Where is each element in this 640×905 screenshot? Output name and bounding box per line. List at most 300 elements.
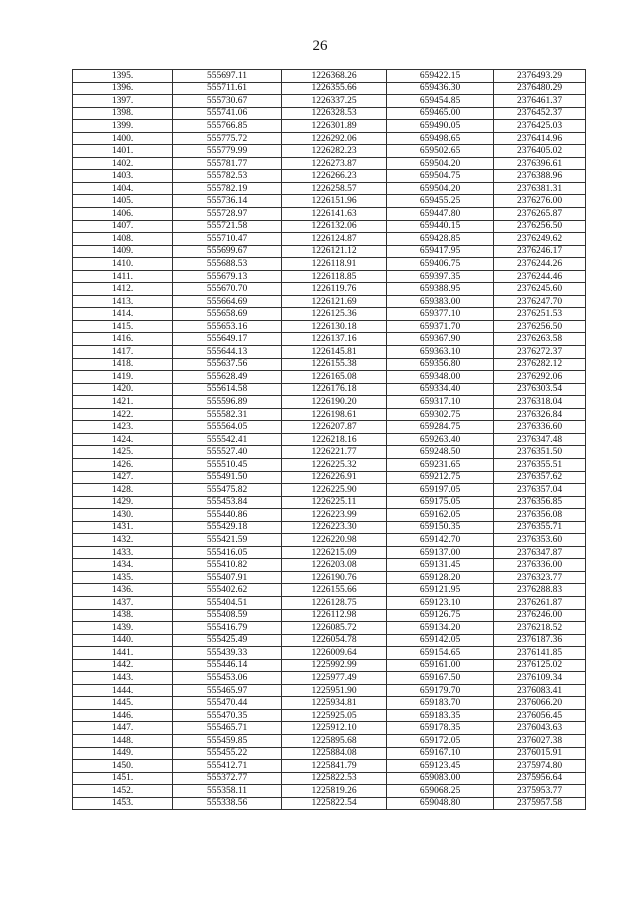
x2-cell: 659161.00 (387, 659, 494, 672)
x2-cell: 659121.95 (387, 584, 494, 597)
y2-cell: 2376303.54 (494, 383, 586, 396)
x1-cell: 555421.59 (173, 534, 282, 547)
y2-cell: 2376351.50 (494, 446, 586, 459)
x2-cell: 659068.25 (387, 785, 494, 798)
x1-cell: 555425.49 (173, 634, 282, 647)
x2-cell: 659175.05 (387, 496, 494, 509)
point-number-cell: 1400. (73, 132, 173, 145)
table-row (73, 534, 586, 547)
y1-cell: 1226125.36 (282, 308, 387, 321)
x2-cell: 659447.80 (387, 208, 494, 221)
x2-cell: 659428.85 (387, 233, 494, 246)
x1-cell: 555582.31 (173, 408, 282, 421)
x2-cell: 659490.05 (387, 120, 494, 133)
y2-cell: 2375974.80 (494, 760, 586, 773)
x2-cell: 659455.25 (387, 195, 494, 208)
y1-cell: 1226225.90 (282, 484, 387, 497)
point-number-cell: 1446. (73, 709, 173, 722)
y2-cell: 2376265.87 (494, 208, 586, 221)
y2-cell: 2376245.60 (494, 283, 586, 296)
point-number-cell: 1439. (73, 622, 173, 635)
y1-cell: 1225822.54 (282, 797, 387, 810)
x2-cell: 659123.45 (387, 760, 494, 773)
x1-cell: 555766.85 (173, 120, 282, 133)
y1-cell: 1226137.16 (282, 333, 387, 346)
y1-cell: 1226273.87 (282, 157, 387, 170)
x1-cell: 555510.45 (173, 458, 282, 471)
y1-cell: 1226118.85 (282, 270, 387, 283)
x1-cell: 555372.77 (173, 772, 282, 785)
table-row (73, 684, 586, 697)
x2-cell: 659465.00 (387, 107, 494, 120)
table-row (73, 120, 586, 133)
y2-cell: 2376187.36 (494, 634, 586, 647)
table-row (73, 433, 586, 446)
x1-cell: 555527.40 (173, 446, 282, 459)
table-row (73, 182, 586, 195)
point-number-cell: 1413. (73, 295, 173, 308)
y2-cell: 2376323.77 (494, 571, 586, 584)
x1-cell: 555658.69 (173, 308, 282, 321)
point-number-cell: 1404. (73, 182, 173, 195)
x2-cell: 659263.40 (387, 433, 494, 446)
table-row (73, 308, 586, 321)
table-row (73, 446, 586, 459)
table-row (73, 145, 586, 158)
x2-cell: 659397.35 (387, 270, 494, 283)
y1-cell: 1226118.91 (282, 258, 387, 271)
y2-cell: 2376356.85 (494, 496, 586, 509)
y2-cell: 2376261.87 (494, 596, 586, 609)
y1-cell: 1226121.12 (282, 245, 387, 258)
x1-cell: 555730.67 (173, 95, 282, 108)
x1-cell: 555649.17 (173, 333, 282, 346)
point-number-cell: 1453. (73, 797, 173, 810)
x1-cell: 555688.53 (173, 258, 282, 271)
x2-cell: 659302.75 (387, 408, 494, 421)
table-row (73, 634, 586, 647)
table-row (73, 772, 586, 785)
point-number-cell: 1432. (73, 534, 173, 547)
y1-cell: 1226337.25 (282, 95, 387, 108)
table-row (73, 320, 586, 333)
x2-cell: 659197.05 (387, 484, 494, 497)
x2-cell: 659123.10 (387, 596, 494, 609)
y1-cell: 1226301.89 (282, 120, 387, 133)
y2-cell: 2376249.62 (494, 233, 586, 246)
y1-cell: 1226328.53 (282, 107, 387, 120)
x1-cell: 555491.50 (173, 471, 282, 484)
y2-cell: 2375956.64 (494, 772, 586, 785)
y2-cell: 2376272.37 (494, 346, 586, 359)
y2-cell: 2376027.38 (494, 734, 586, 747)
point-number-cell: 1403. (73, 170, 173, 183)
point-number-cell: 1401. (73, 145, 173, 158)
table-row (73, 797, 586, 810)
table-row (73, 283, 586, 296)
x1-cell: 555782.19 (173, 182, 282, 195)
y2-cell: 2376015.91 (494, 747, 586, 760)
y2-cell: 2376247.70 (494, 295, 586, 308)
x2-cell: 659183.35 (387, 709, 494, 722)
x1-cell: 555614.58 (173, 383, 282, 396)
point-number-cell: 1450. (73, 760, 173, 773)
y2-cell: 2376288.83 (494, 584, 586, 597)
coordinates-table-body (73, 70, 586, 810)
point-number-cell: 1421. (73, 396, 173, 409)
x1-cell: 555446.14 (173, 659, 282, 672)
x2-cell: 659284.75 (387, 421, 494, 434)
y2-cell: 2376244.26 (494, 258, 586, 271)
table-row (73, 333, 586, 346)
y1-cell: 1226132.06 (282, 220, 387, 233)
table-row (73, 709, 586, 722)
x1-cell: 555728.97 (173, 208, 282, 221)
y1-cell: 1225841.79 (282, 760, 387, 773)
y1-cell: 1226176.18 (282, 383, 387, 396)
table-row (73, 747, 586, 760)
x2-cell: 659231.65 (387, 458, 494, 471)
x2-cell: 659128.20 (387, 571, 494, 584)
y2-cell: 2376357.62 (494, 471, 586, 484)
y1-cell: 1226226.91 (282, 471, 387, 484)
y1-cell: 1226221.77 (282, 446, 387, 459)
x2-cell: 659422.15 (387, 70, 494, 83)
point-number-cell: 1429. (73, 496, 173, 509)
x2-cell: 659137.00 (387, 546, 494, 559)
y1-cell: 1226203.08 (282, 559, 387, 572)
x1-cell: 555404.51 (173, 596, 282, 609)
y1-cell: 1225992.99 (282, 659, 387, 672)
y2-cell: 2376256.50 (494, 220, 586, 233)
x2-cell: 659498.65 (387, 132, 494, 145)
x1-cell: 555596.89 (173, 396, 282, 409)
y2-cell: 2376452.37 (494, 107, 586, 120)
point-number-cell: 1414. (73, 308, 173, 321)
y1-cell: 1225934.81 (282, 697, 387, 710)
y1-cell: 1226130.18 (282, 320, 387, 333)
point-number-cell: 1447. (73, 722, 173, 735)
table-row (73, 170, 586, 183)
point-number-cell: 1424. (73, 433, 173, 446)
point-number-cell: 1452. (73, 785, 173, 798)
y1-cell: 1226282.23 (282, 145, 387, 158)
x2-cell: 659504.20 (387, 157, 494, 170)
y2-cell: 2376246.00 (494, 609, 586, 622)
x1-cell: 555637.56 (173, 358, 282, 371)
x2-cell: 659183.70 (387, 697, 494, 710)
table-row (73, 157, 586, 170)
x1-cell: 555470.35 (173, 709, 282, 722)
table-row (73, 484, 586, 497)
x1-cell: 555453.06 (173, 672, 282, 685)
y2-cell: 2376276.00 (494, 195, 586, 208)
table-row (73, 383, 586, 396)
y2-cell: 2376480.29 (494, 82, 586, 95)
table-row (73, 496, 586, 509)
x1-cell: 555679.13 (173, 270, 282, 283)
table-row (73, 396, 586, 409)
table-row (73, 132, 586, 145)
x2-cell: 659212.75 (387, 471, 494, 484)
y1-cell: 1226190.76 (282, 571, 387, 584)
y2-cell: 2376381.31 (494, 182, 586, 195)
table-row (73, 458, 586, 471)
table-row (73, 785, 586, 798)
y1-cell: 1226207.87 (282, 421, 387, 434)
x2-cell: 659363.10 (387, 346, 494, 359)
x1-cell: 555338.56 (173, 797, 282, 810)
y2-cell: 2376425.03 (494, 120, 586, 133)
x2-cell: 659178.35 (387, 722, 494, 735)
x2-cell: 659154.65 (387, 647, 494, 660)
point-number-cell: 1425. (73, 446, 173, 459)
point-number-cell: 1435. (73, 571, 173, 584)
point-number-cell: 1437. (73, 596, 173, 609)
table-row (73, 659, 586, 672)
x2-cell: 659048.80 (387, 797, 494, 810)
point-number-cell: 1411. (73, 270, 173, 283)
y2-cell: 2376353.60 (494, 534, 586, 547)
x2-cell: 659371.70 (387, 320, 494, 333)
y2-cell: 2376125.02 (494, 659, 586, 672)
table-row (73, 521, 586, 534)
table-row (73, 421, 586, 434)
point-number-cell: 1409. (73, 245, 173, 258)
table-row (73, 70, 586, 83)
x2-cell: 659348.00 (387, 371, 494, 384)
y1-cell: 1226141.63 (282, 208, 387, 221)
y2-cell: 2375957.58 (494, 797, 586, 810)
y1-cell: 1226190.20 (282, 396, 387, 409)
table-row (73, 195, 586, 208)
point-number-cell: 1448. (73, 734, 173, 747)
table-row (73, 95, 586, 108)
y1-cell: 1225895.68 (282, 734, 387, 747)
point-number-cell: 1396. (73, 82, 173, 95)
point-number-cell: 1434. (73, 559, 173, 572)
table-row (73, 559, 586, 572)
y1-cell: 1226258.57 (282, 182, 387, 195)
y2-cell: 2376357.04 (494, 484, 586, 497)
table-row (73, 245, 586, 258)
y2-cell: 2376388.96 (494, 170, 586, 183)
point-number-cell: 1408. (73, 233, 173, 246)
y1-cell: 1225925.05 (282, 709, 387, 722)
y1-cell: 1226112.98 (282, 609, 387, 622)
x2-cell: 659317.10 (387, 396, 494, 409)
y1-cell: 1226155.38 (282, 358, 387, 371)
y1-cell: 1226121.69 (282, 295, 387, 308)
point-number-cell: 1397. (73, 95, 173, 108)
y1-cell: 1225884.08 (282, 747, 387, 760)
x2-cell: 659167.50 (387, 672, 494, 685)
y2-cell: 2376218.52 (494, 622, 586, 635)
x1-cell: 555410.82 (173, 559, 282, 572)
x1-cell: 555736.14 (173, 195, 282, 208)
y2-cell: 2376083.41 (494, 684, 586, 697)
x1-cell: 555711.61 (173, 82, 282, 95)
point-number-cell: 1449. (73, 747, 173, 760)
x1-cell: 555699.67 (173, 245, 282, 258)
x1-cell: 555440.86 (173, 509, 282, 522)
y2-cell: 2376251.53 (494, 308, 586, 321)
y2-cell: 2376347.87 (494, 546, 586, 559)
point-number-cell: 1445. (73, 697, 173, 710)
y1-cell: 1226223.99 (282, 509, 387, 522)
y1-cell: 1225951.90 (282, 684, 387, 697)
x2-cell: 659504.75 (387, 170, 494, 183)
y1-cell: 1226225.11 (282, 496, 387, 509)
table-row (73, 760, 586, 773)
table-row (73, 220, 586, 233)
point-number-cell: 1402. (73, 157, 173, 170)
y2-cell: 2376461.37 (494, 95, 586, 108)
x1-cell: 555741.06 (173, 107, 282, 120)
y1-cell: 1225822.53 (282, 772, 387, 785)
y1-cell: 1226198.61 (282, 408, 387, 421)
point-number-cell: 1433. (73, 546, 173, 559)
point-number-cell: 1427. (73, 471, 173, 484)
table-row (73, 734, 586, 747)
x2-cell: 659150.35 (387, 521, 494, 534)
y2-cell: 2376318.04 (494, 396, 586, 409)
x2-cell: 659172.05 (387, 734, 494, 747)
x1-cell: 555542.41 (173, 433, 282, 446)
y2-cell: 2376056.45 (494, 709, 586, 722)
x2-cell: 659134.20 (387, 622, 494, 635)
point-number-cell: 1430. (73, 509, 173, 522)
x2-cell: 659388.95 (387, 283, 494, 296)
table-row (73, 208, 586, 221)
y1-cell: 1225819.26 (282, 785, 387, 798)
y1-cell: 1226124.87 (282, 233, 387, 246)
x1-cell: 555465.97 (173, 684, 282, 697)
x1-cell: 555459.85 (173, 734, 282, 747)
point-number-cell: 1416. (73, 333, 173, 346)
table-row (73, 408, 586, 421)
point-number-cell: 1395. (73, 70, 173, 83)
x1-cell: 555408.59 (173, 609, 282, 622)
x2-cell: 659248.50 (387, 446, 494, 459)
y1-cell: 1226054.78 (282, 634, 387, 647)
table-row (73, 371, 586, 384)
y1-cell: 1226085.72 (282, 622, 387, 635)
point-number-cell: 1444. (73, 684, 173, 697)
x2-cell: 659417.95 (387, 245, 494, 258)
y1-cell: 1226292.06 (282, 132, 387, 145)
point-number-cell: 1426. (73, 458, 173, 471)
point-number-cell: 1428. (73, 484, 173, 497)
y1-cell: 1226165.08 (282, 371, 387, 384)
y1-cell: 1225912.10 (282, 722, 387, 735)
x1-cell: 555697.11 (173, 70, 282, 83)
x1-cell: 555653.16 (173, 320, 282, 333)
x1-cell: 555628.49 (173, 371, 282, 384)
table-row (73, 107, 586, 120)
point-number-cell: 1419. (73, 371, 173, 384)
y1-cell: 1226145.81 (282, 346, 387, 359)
x1-cell: 555439.33 (173, 647, 282, 660)
y2-cell: 2376414.96 (494, 132, 586, 145)
table-row (73, 509, 586, 522)
table-row (73, 82, 586, 95)
x2-cell: 659167.10 (387, 747, 494, 760)
y2-cell: 2376043.63 (494, 722, 586, 735)
point-number-cell: 1420. (73, 383, 173, 396)
y2-cell: 2376244.46 (494, 270, 586, 283)
x1-cell: 555455.22 (173, 747, 282, 760)
table-row (73, 571, 586, 584)
y2-cell: 2376405.02 (494, 145, 586, 158)
x2-cell: 659502.65 (387, 145, 494, 158)
y2-cell: 2376282.12 (494, 358, 586, 371)
point-number-cell: 1407. (73, 220, 173, 233)
y1-cell: 1226155.66 (282, 584, 387, 597)
y2-cell: 2376109.34 (494, 672, 586, 685)
point-number-cell: 1423. (73, 421, 173, 434)
x1-cell: 555416.05 (173, 546, 282, 559)
table-row (73, 346, 586, 359)
table-row (73, 471, 586, 484)
point-number-cell: 1410. (73, 258, 173, 271)
x1-cell: 555402.62 (173, 584, 282, 597)
x2-cell: 659162.05 (387, 509, 494, 522)
y2-cell: 2376246.17 (494, 245, 586, 258)
table-row (73, 258, 586, 271)
y2-cell: 2376292.06 (494, 371, 586, 384)
x1-cell: 555710.47 (173, 233, 282, 246)
x2-cell: 659083.00 (387, 772, 494, 785)
y1-cell: 1226266.23 (282, 170, 387, 183)
x1-cell: 555358.11 (173, 785, 282, 798)
table-row (73, 697, 586, 710)
y2-cell: 2376326.84 (494, 408, 586, 421)
y1-cell: 1226223.30 (282, 521, 387, 534)
x1-cell: 555670.70 (173, 283, 282, 296)
point-number-cell: 1417. (73, 346, 173, 359)
y2-cell: 2376256.50 (494, 320, 586, 333)
x1-cell: 555644.13 (173, 346, 282, 359)
table-row (73, 358, 586, 371)
y2-cell: 2376263.58 (494, 333, 586, 346)
x2-cell: 659377.10 (387, 308, 494, 321)
page-number: 26 (312, 38, 328, 54)
y2-cell: 2376355.71 (494, 521, 586, 534)
x1-cell: 555782.53 (173, 170, 282, 183)
y1-cell: 1226218.16 (282, 433, 387, 446)
coordinates-table (72, 69, 586, 810)
x1-cell: 555412.71 (173, 760, 282, 773)
table-row (73, 622, 586, 635)
y2-cell: 2376493.29 (494, 70, 586, 83)
y2-cell: 2376336.00 (494, 559, 586, 572)
x1-cell: 555453.84 (173, 496, 282, 509)
y1-cell: 1226151.96 (282, 195, 387, 208)
y1-cell: 1226128.75 (282, 596, 387, 609)
point-number-cell: 1441. (73, 647, 173, 660)
x1-cell: 555470.44 (173, 697, 282, 710)
x2-cell: 659383.00 (387, 295, 494, 308)
x1-cell: 555781.77 (173, 157, 282, 170)
y2-cell: 2376355.51 (494, 458, 586, 471)
x2-cell: 659454.85 (387, 95, 494, 108)
x2-cell: 659126.75 (387, 609, 494, 622)
x1-cell: 555407.91 (173, 571, 282, 584)
x2-cell: 659436.30 (387, 82, 494, 95)
y1-cell: 1226009.64 (282, 647, 387, 660)
x1-cell: 555429.18 (173, 521, 282, 534)
